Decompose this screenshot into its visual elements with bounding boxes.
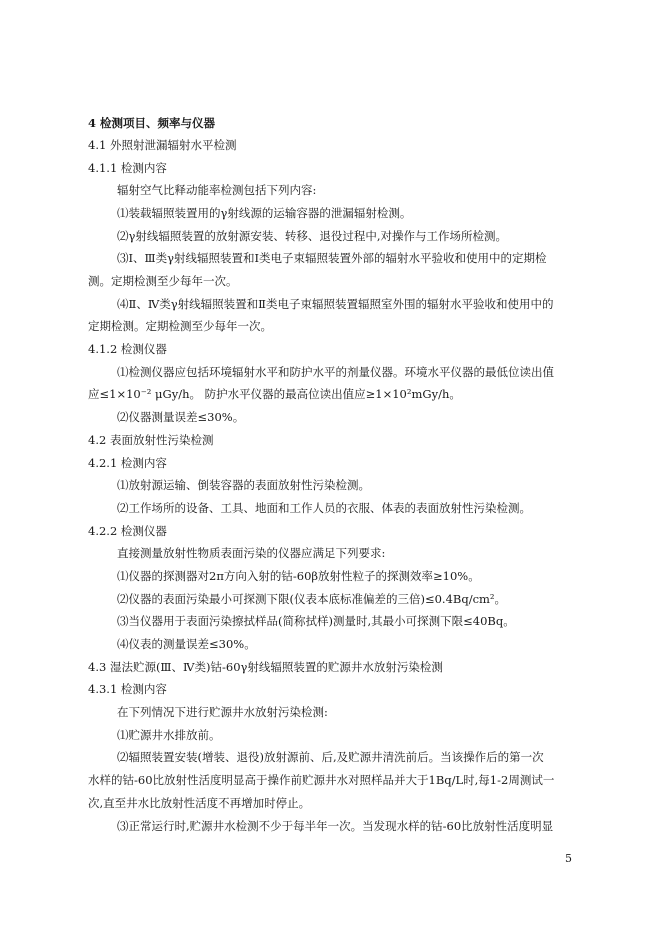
list-item-continuation: 测。定期检测至少每年一次。 <box>88 274 238 288</box>
subsection-heading-4-2-1: 4.2.1 检测内容 <box>88 456 167 470</box>
list-item-continuation: 应≤1×10⁻² μGy/h。 防护水平仪器的最高位读出值应≥1×10²mGy/h。 <box>88 387 461 401</box>
list-item: ⑴放射源运输、倒装容器的表面放射性污染检测。 <box>117 478 370 492</box>
list-item: ⑴仪器的探测器对2π方向入射的钴-60β放射性粒子的探测效率≥10%。 <box>117 569 480 583</box>
list-item: ⑷仪表的测量误差≤30%。 <box>117 637 256 651</box>
subsection-heading-4-1-1: 4.1.1 检测内容 <box>88 161 167 175</box>
paragraph-line: 辐射空气比释动能率检测包括下列内容: <box>117 183 317 197</box>
section-heading-4: 4 检测项目、频率与仪器 <box>88 116 216 130</box>
page-number: 5 <box>565 852 572 865</box>
list-item: ⑴检测仪器应包括环境辐射水平和防护水平的剂量仪器。环境水平仪器的最低位读出值 <box>117 365 554 379</box>
list-item: ⑶当仪器用于表面污染擦拭样品(简称拭样)测量时,其最小可探测下限≤40Bq。 <box>117 614 515 628</box>
list-item: ⑵工作场所的设备、工具、地面和工作人员的衣服、体表的表面放射性污染检测。 <box>117 501 531 515</box>
section-heading-4-1: 4.1 外照射泄漏辐射水平检测 <box>88 138 237 152</box>
list-item: ⑶正常运行时,贮源井水检测不少于每半年一次。当发现水样的钴-60比放射性活度明显 <box>117 819 554 833</box>
section-heading-4-3: 4.3 湿法贮源(Ⅲ、Ⅳ类)钴-60γ射线辐照装置的贮源井水放射污染检测 <box>88 660 443 674</box>
list-item: ⑷Ⅱ、Ⅳ类γ射线辐照装置和Ⅱ类电子束辐照装置辐照室外围的辐射水平验收和使用中的 <box>117 297 554 311</box>
list-item: ⑵仪器的表面污染最小可探测下限(仪表本底标准偏差的三倍)≤0.4Bq/cm²。 <box>117 592 507 606</box>
subsection-heading-4-3-1: 4.3.1 检测内容 <box>88 682 167 696</box>
list-item: ⑵辐照装置安装(增装、退役)放射源前、后,及贮源井清洗前后。当该操作后的第一次 <box>117 750 544 764</box>
paragraph-line: 直接测量放射性物质表面污染的仪器应满足下列要求: <box>117 546 386 560</box>
subsection-heading-4-2-2: 4.2.2 检测仪器 <box>88 524 167 538</box>
list-item: ⑴贮源井水排放前。 <box>117 728 221 742</box>
list-item: ⑴装载辐照装置用的γ射线源的运输容器的泄漏辐射检测。 <box>117 206 412 220</box>
list-item: ⑵γ射线辐照装置的放射源安装、转移、退役过程中,对操作与工作场所检测。 <box>117 229 508 243</box>
section-heading-4-2: 4.2 表面放射性污染检测 <box>88 433 214 447</box>
subsection-heading-4-1-2: 4.1.2 检测仪器 <box>88 342 167 356</box>
list-item-continuation: 次,直至井水比放射性活度不再增加时停止。 <box>88 796 311 810</box>
list-item-continuation: 水样的钴-60比放射性活度明显高于操作前贮源井水对照样品并大于1Bq/L时,每1-2周测试一 <box>88 773 555 787</box>
paragraph-line: 在下列情况下进行贮源井水放射污染检测: <box>117 705 328 719</box>
list-item: ⑶Ⅰ、Ⅲ类γ射线辐照装置和Ⅰ类电子束辐照装置外部的辐射水平验收和使用中的定期检 <box>117 251 547 265</box>
list-item: ⑵仪器测量误差≤30%。 <box>117 410 245 424</box>
list-item-continuation: 定期检测。定期检测至少每年一次。 <box>88 319 272 333</box>
